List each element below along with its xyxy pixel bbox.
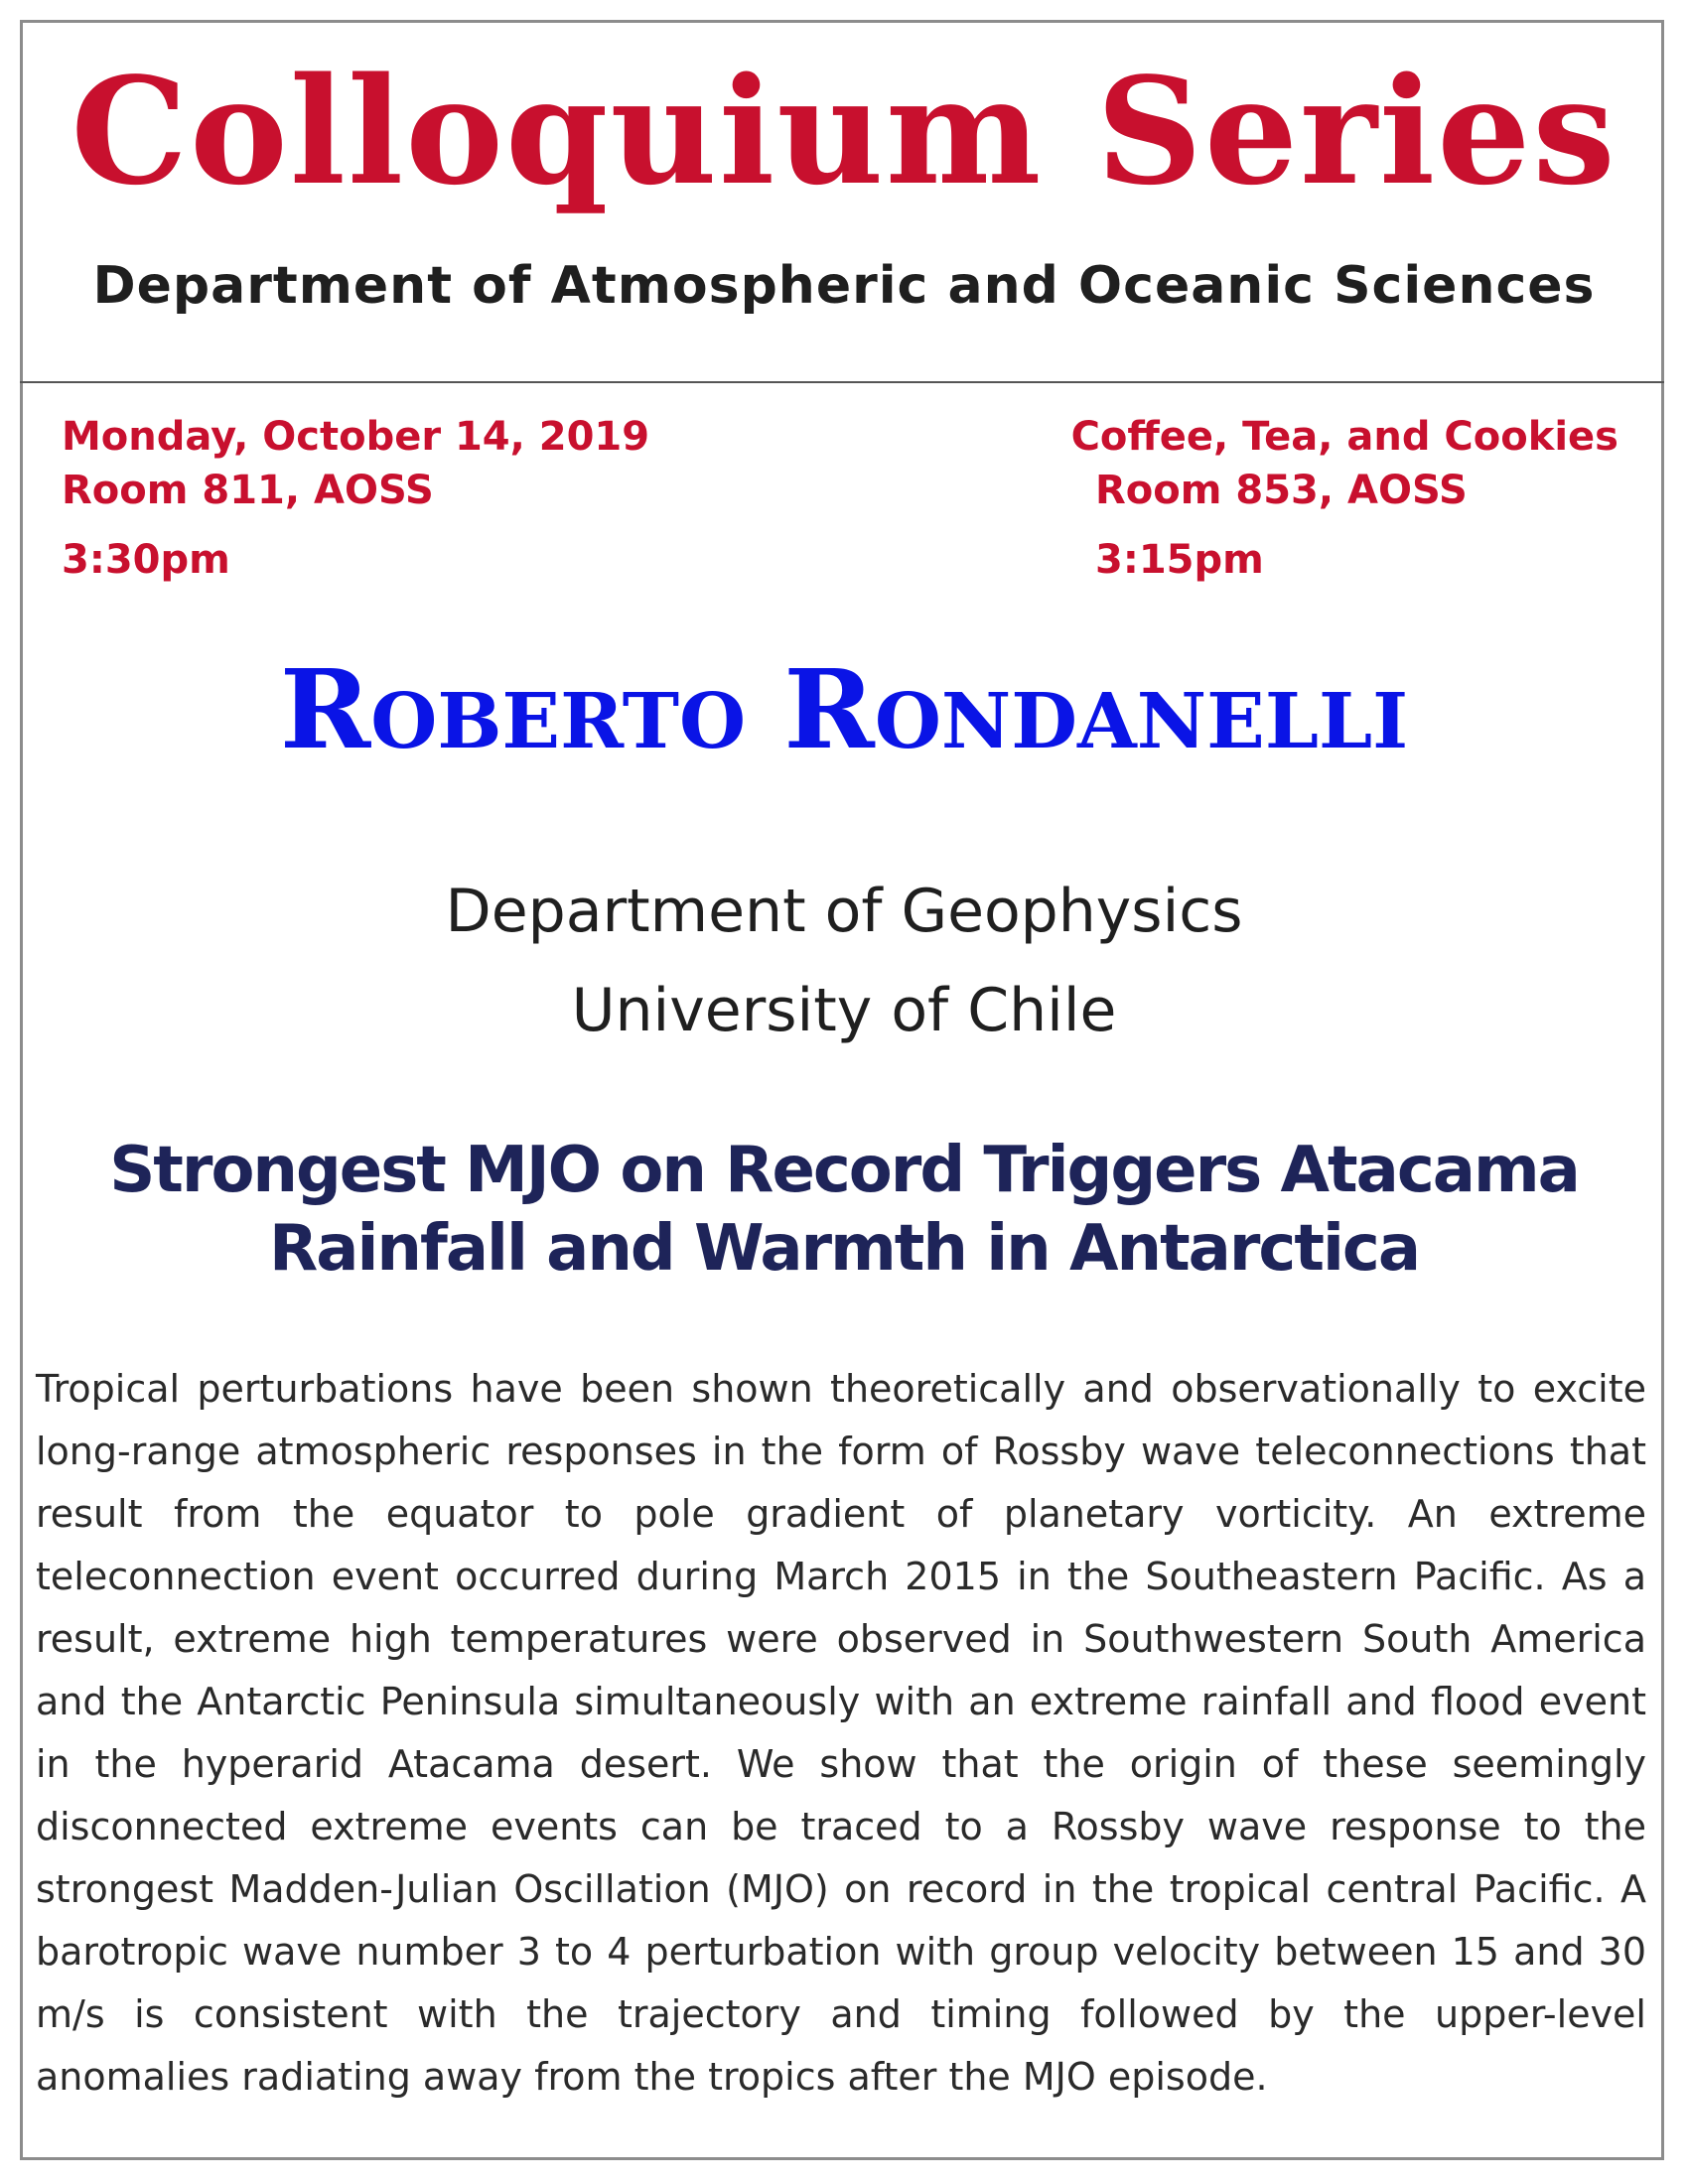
refreshments-label: Coffee, Tea, and Cookies [1070, 414, 1618, 460]
refreshments-time: 3:15pm [1095, 537, 1264, 583]
event-room: Room 811, AOSS [62, 468, 434, 513]
header-divider [20, 381, 1664, 383]
event-date: Monday, October 14, 2019 [62, 414, 650, 460]
abstract-text: Tropical perturbations have been shown theoretically and observationally to excite long-range atmospheric responses in the form of Rossby wave teleconnections that result from the equator to pole gradient of planetary vorticity. An extreme teleconnection event occurred during March 2015 in the Southeastern Pacific. As a result, extreme high temperatures were observed in Southwestern South America and the Antarctic Peninsula simultaneously with an extreme rainfall and flood event in the hyperarid Atacama desert. We show that the origin of these seemingly disconnected extreme events can be traced to a Rossby wave response to the strongest Madden-Julian Oscillation (MJO) on record in the tropical central Pacific. A barotropic wave number 3 to 4 perturbation with group velocity between 15 and 30 m/s is consistent with the trajectory and timing followed by the upper-level anomalies radiating away from the tropics after the MJO episode. [36, 1367, 1646, 2099]
refreshments-room: Room 853, AOSS [1095, 468, 1468, 513]
talk-title-line-2: Rainfall and Warmth in Antarctica [269, 1212, 1419, 1287]
speaker-university: University of Chile [571, 976, 1117, 1045]
talk-title [0, 1132, 1688, 1290]
department-heading: Department of Atmospheric and Oceanic Sciences [92, 256, 1596, 316]
speaker-department: Department of Geophysics [445, 877, 1243, 946]
event-time: 3:30pm [62, 537, 230, 583]
talk-title-line-1: Strongest MJO on Record Triggers Atacama [109, 1134, 1579, 1207]
series-title: Colloquium Series [70, 45, 1618, 217]
speaker-name: Roberto Rondanelli [279, 645, 1409, 773]
